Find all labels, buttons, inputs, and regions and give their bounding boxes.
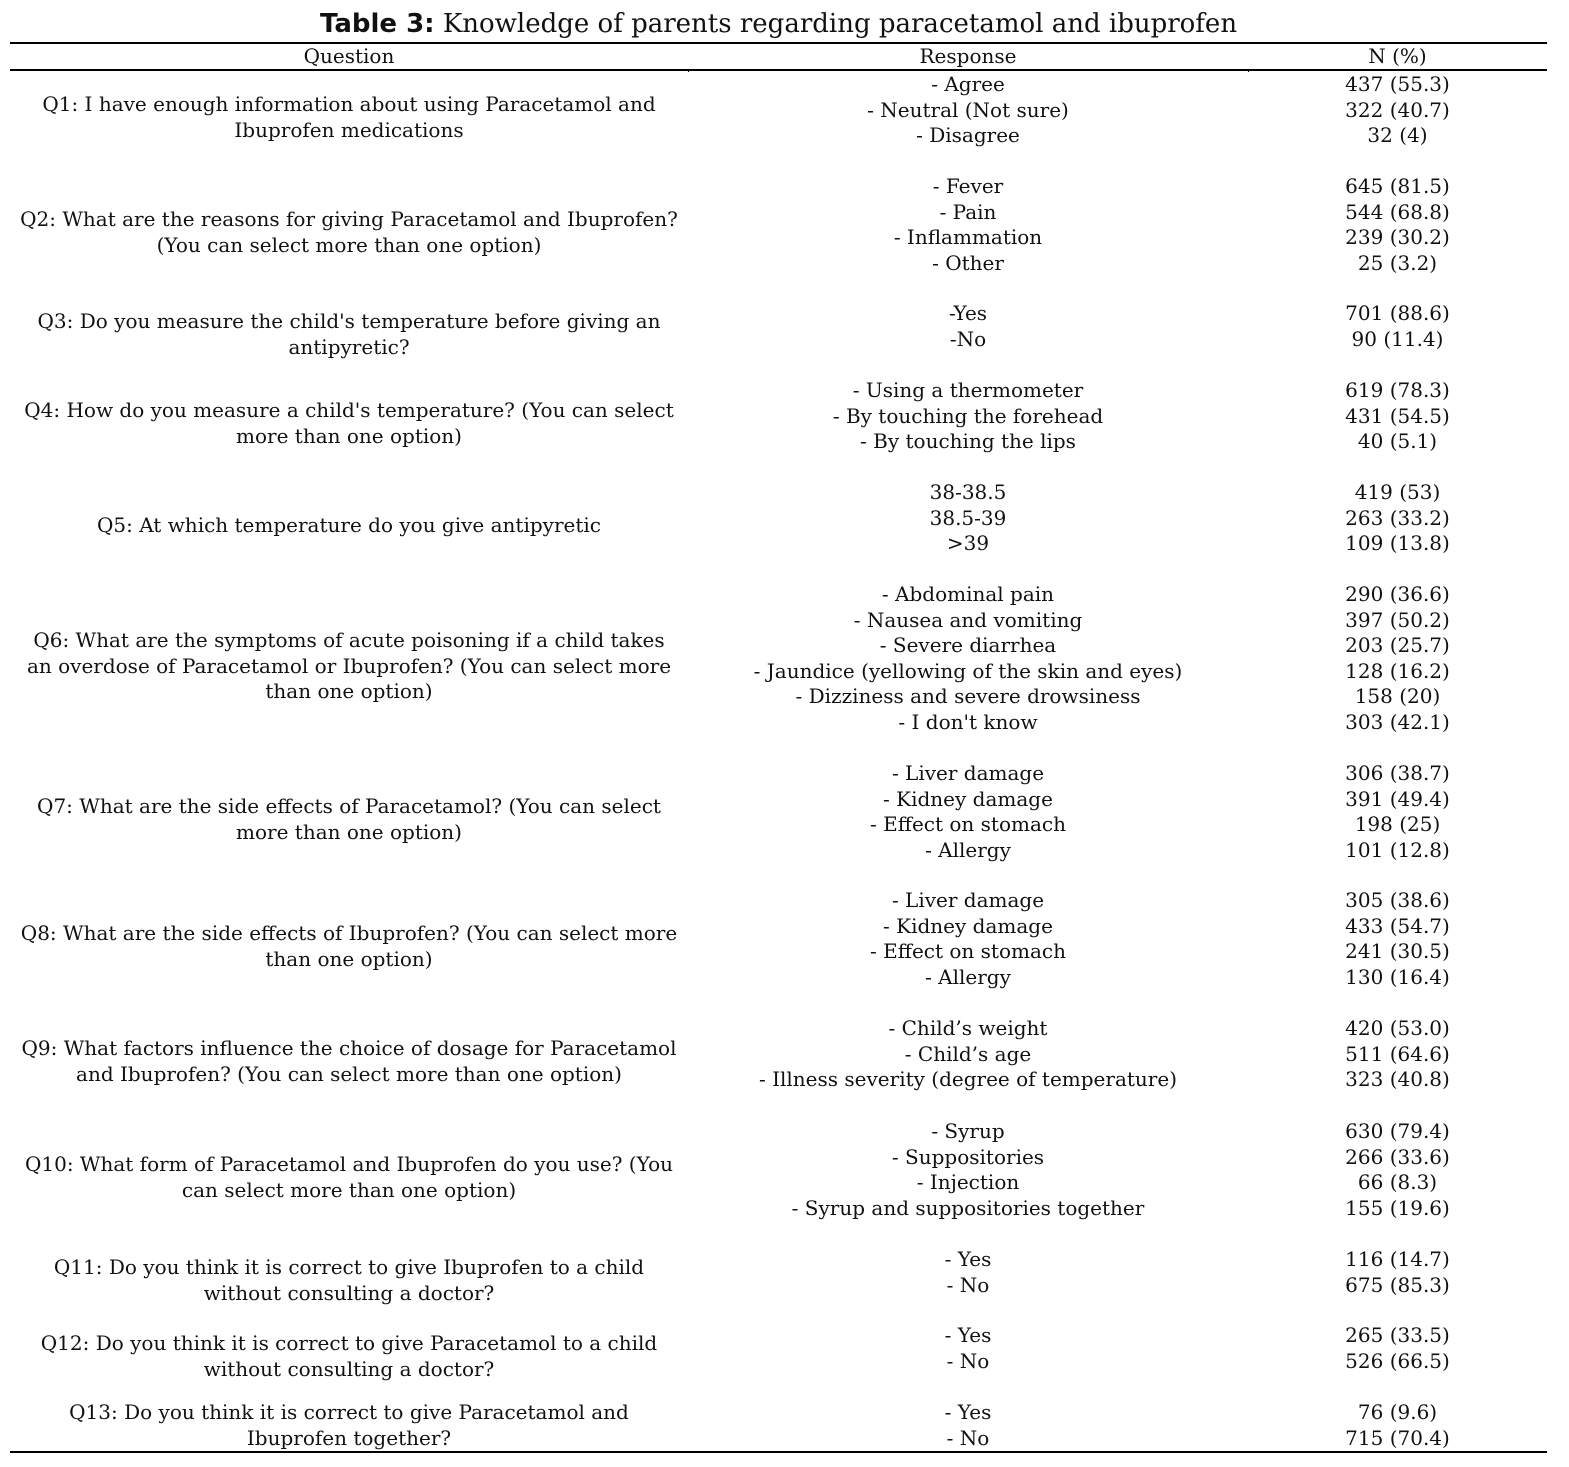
response-option: - Pain: [939, 199, 997, 224]
table-bottom-rule: [10, 1451, 1547, 1453]
table-caption-text: Knowledge of parents regarding paracetamol and ibuprofen: [434, 9, 1238, 39]
response-option: - Allergy: [925, 964, 1011, 989]
response-cell: [688, 174, 1248, 276]
response-option: - Nausea and vomiting: [853, 607, 1083, 632]
count-value: 109 (13.8): [1345, 531, 1450, 556]
question-cell: [10, 761, 688, 878]
header-question: Question: [303, 44, 395, 68]
count-cell: [1248, 888, 1547, 990]
count-value: 130 (16.4): [1345, 964, 1450, 989]
table-row: [10, 1400, 1547, 1452]
count-value: 437 (55.3): [1345, 72, 1450, 96]
count-cell: [1248, 301, 1547, 352]
response-cell: [688, 1400, 1248, 1451]
count-value: 116 (14.7): [1345, 1247, 1450, 1271]
count-value: 25 (3.2): [1357, 250, 1438, 275]
response-option: - Yes: [944, 1323, 992, 1347]
count-value: 645 (81.5): [1345, 174, 1450, 198]
response-option: 38.5-39: [929, 505, 1007, 530]
table-row: [10, 378, 1547, 470]
count-value: 323 (40.8): [1345, 1067, 1450, 1092]
count-value: 303 (42.1): [1345, 709, 1450, 734]
response-option: - By touching the forehead: [832, 403, 1104, 428]
question-text: Q10: What form of Paracetamol and Ibuprofen do you use? (You can select more than one option): [24, 1151, 673, 1202]
count-value: 306 (38.7): [1345, 761, 1450, 785]
question-text: Q13: Do you think it is correct to give Paracetamol and Ibuprofen together?: [69, 1400, 629, 1450]
count-value: 66 (8.3): [1357, 1170, 1438, 1195]
count-cell: [1248, 1247, 1547, 1298]
count-value: 32 (4): [1367, 123, 1428, 148]
count-value: 203 (25.7): [1345, 633, 1450, 658]
count-value: 241 (30.5): [1345, 939, 1450, 964]
question-cell: [10, 378, 688, 470]
question-cell: [10, 301, 688, 368]
response-option: - Yes: [944, 1247, 992, 1271]
question-cell: [10, 1247, 688, 1314]
response-option: - Yes: [944, 1400, 992, 1424]
question-cell: [10, 888, 688, 1005]
response-option: - Disagree: [916, 123, 1020, 148]
question-text: Q9: What factors influence the choice of dosage for Paracetamol and Ibuprofen? (You can select more than one option): [21, 1036, 677, 1086]
count-cell: [1248, 1119, 1547, 1221]
count-cell: [1248, 174, 1547, 276]
response-option: - No: [946, 1272, 990, 1297]
count-value: 40 (5.1): [1357, 429, 1438, 454]
question-text: Q11: Do you think it is correct to give Ibuprofen to a child without consulting a doctor?: [53, 1254, 645, 1305]
table-row: [10, 761, 1547, 878]
question-text: Q8: What are the side effects of Ibuprofen? (You can select more than one option): [20, 920, 678, 971]
response-option: - Illness severity (degree of temperature): [758, 1067, 1177, 1092]
response-option: - Effect on stomach: [870, 939, 1066, 964]
question-text: Q12: Do you think it is correct to give Paracetamol to a child without consulting a doctor?: [40, 1330, 658, 1381]
count-value: 265 (33.5): [1345, 1323, 1450, 1347]
count-value: 101 (12.8): [1345, 837, 1450, 862]
table-row: [10, 888, 1547, 1005]
count-value: 619 (78.3): [1345, 378, 1450, 402]
header-count: N (%): [1368, 44, 1427, 68]
count-value: 239 (30.2): [1345, 225, 1450, 250]
count-cell: [1248, 761, 1547, 863]
count-value: 391 (49.4): [1345, 786, 1450, 811]
response-option: -Yes: [948, 301, 988, 325]
table-row: [10, 1323, 1547, 1390]
response-option: - Effect on stomach: [870, 812, 1066, 837]
table-row: [10, 301, 1547, 368]
response-cell: [688, 888, 1248, 990]
response-option: - Agree: [931, 72, 1005, 96]
question-cell: [10, 480, 688, 572]
count-value: 630 (79.4): [1345, 1119, 1450, 1143]
question-cell: [10, 1323, 688, 1390]
question-cell: [10, 1016, 688, 1108]
response-option: - Jaundice (yellowing of the skin and eyes): [753, 658, 1183, 683]
count-cell: [1248, 480, 1547, 557]
count-value: 715 (70.4): [1345, 1425, 1450, 1450]
response-option: - Kidney damage: [883, 786, 1053, 811]
table-row: [10, 174, 1547, 291]
response-option: - Syrup: [931, 1119, 1005, 1143]
count-value: 198 (25): [1354, 812, 1441, 837]
count-value: 420 (53.0): [1345, 1016, 1450, 1040]
table-row: [10, 72, 1547, 164]
count-value: 526 (66.5): [1345, 1348, 1450, 1373]
count-cell: [1248, 1016, 1547, 1093]
count-value: 128 (16.2): [1345, 658, 1450, 683]
count-cell: [1248, 378, 1547, 455]
count-value: 322 (40.7): [1345, 97, 1450, 122]
response-cell: [688, 582, 1248, 736]
table-caption: [0, 8, 1557, 40]
question-text: Q5: At which temperature do you give antipyretic: [96, 513, 601, 538]
question-text: Q4: How do you measure a child's temperature? (You can select more than one option): [24, 398, 674, 448]
count-value: 419 (53): [1354, 480, 1441, 504]
response-option: - Abdominal pain: [881, 582, 1055, 606]
table-caption-label: Table 3:: [319, 9, 435, 39]
response-option: - Fever: [932, 174, 1004, 198]
response-option: 38-38.5: [929, 480, 1007, 504]
response-option: - Suppositories: [891, 1144, 1045, 1169]
response-cell: [688, 1323, 1248, 1374]
table-row: [10, 1119, 1547, 1236]
table-row: [10, 582, 1547, 751]
response-cell: [688, 761, 1248, 863]
response-option: - Inflammation: [893, 225, 1043, 250]
count-value: 290 (36.6): [1345, 582, 1450, 606]
count-cell: [1248, 1400, 1547, 1451]
question-cell: [10, 1119, 688, 1236]
response-cell: [688, 1247, 1248, 1298]
response-option: - I don't know: [898, 709, 1038, 734]
count-value: 701 (88.6): [1345, 301, 1450, 325]
table-row: [10, 1247, 1547, 1314]
count-value: 433 (54.7): [1345, 913, 1450, 938]
question-cell: [10, 1400, 688, 1452]
response-option: - No: [946, 1348, 990, 1373]
response-option: - Kidney damage: [883, 913, 1053, 938]
response-option: - Dizziness and severe drowsiness: [795, 684, 1141, 709]
response-option: - Child’s weight: [888, 1016, 1048, 1040]
response-option: - Neutral (Not sure): [867, 97, 1069, 122]
response-option: - Other: [932, 250, 1004, 275]
question-cell: [10, 174, 688, 291]
count-value: 511 (64.6): [1345, 1041, 1450, 1066]
question-text: Q7: What are the side effects of Paracetamol? (You can select more than one option): [37, 793, 661, 844]
count-value: 263 (33.2): [1345, 505, 1450, 530]
count-value: 158 (20): [1354, 684, 1441, 709]
response-cell: [688, 301, 1248, 352]
header-bottom-rule: [10, 69, 1547, 71]
count-value: 155 (19.6): [1345, 1195, 1450, 1220]
response-cell: [688, 378, 1248, 455]
table-row: [10, 480, 1547, 572]
response-option: - Injection: [916, 1170, 1020, 1195]
question-cell: [10, 72, 688, 164]
response-option: - Syrup and suppositories together: [791, 1195, 1145, 1220]
count-value: 76 (9.6): [1357, 1400, 1438, 1424]
question-text: Q1: I have enough information about using Paracetamol and Ibuprofen medications: [42, 92, 656, 142]
response-option: - Severe diarrhea: [879, 633, 1057, 658]
response-option: >39: [946, 531, 990, 556]
count-cell: [1248, 582, 1547, 736]
response-cell: [688, 480, 1248, 557]
count-value: 305 (38.6): [1345, 888, 1450, 912]
count-value: 90 (11.4): [1351, 326, 1444, 351]
count-value: 431 (54.5): [1345, 403, 1450, 428]
count-value: 397 (50.2): [1345, 607, 1450, 632]
response-option: -No: [949, 326, 987, 351]
count-value: 266 (33.6): [1345, 1144, 1450, 1169]
response-option: - Using a thermometer: [852, 378, 1084, 402]
response-option: - Liver damage: [891, 888, 1045, 912]
response-option: - No: [946, 1425, 990, 1450]
response-option: - Liver damage: [891, 761, 1045, 785]
question-text: Q6: What are the symptoms of acute poisoning if a child takes an overdose of Paracetamol or Ibuprofen? (You can select more than one option): [26, 628, 672, 704]
response-option: - Allergy: [925, 837, 1011, 862]
question-cell: [10, 582, 688, 751]
response-option: - By touching the lips: [860, 429, 1076, 454]
count-cell: [1248, 1323, 1547, 1374]
header-response: Response: [919, 44, 1017, 68]
response-cell: [688, 1016, 1248, 1093]
count-value: 544 (68.8): [1345, 199, 1450, 224]
response-cell: [688, 72, 1248, 149]
question-text: Q3: Do you measure the child's temperature before giving an antipyretic?: [37, 308, 661, 359]
response-cell: [688, 1119, 1248, 1221]
count-value: 675 (85.3): [1345, 1272, 1450, 1297]
question-text: Q2: What are the reasons for giving Paracetamol and Ibuprofen? (You can select more than one option): [20, 206, 678, 257]
response-option: - Child’s age: [904, 1041, 1032, 1066]
count-cell: [1248, 72, 1547, 149]
table-row: [10, 1016, 1547, 1108]
